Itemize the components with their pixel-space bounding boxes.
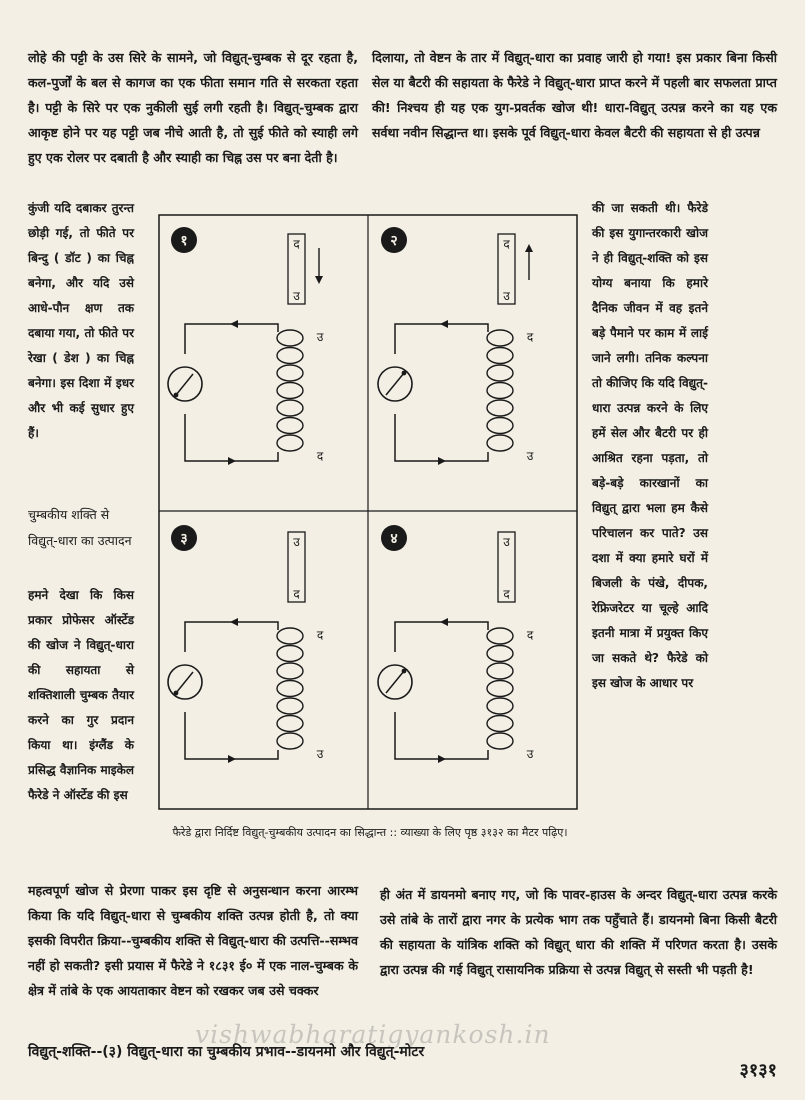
- magnet-pole-top: द: [503, 237, 510, 251]
- coil-loop: [277, 348, 303, 364]
- coil-loop: [277, 716, 303, 732]
- diagram-panel: [378, 525, 534, 763]
- motion-arrowhead: [525, 244, 533, 252]
- coil-end-bottom-label: उ: [526, 747, 534, 761]
- motion-arrowhead: [315, 276, 323, 284]
- coil-loop: [487, 663, 513, 679]
- coil-end-top-label: द: [526, 628, 534, 642]
- galvanometer-needle-tip: [174, 393, 179, 398]
- magnet-pole-bottom: द: [503, 587, 510, 601]
- coil-loop: [277, 418, 303, 434]
- coil-loop: [277, 663, 303, 679]
- circuit-wire-bottom: [395, 712, 488, 759]
- coil-loop: [487, 681, 513, 697]
- coil-loop: [487, 365, 513, 381]
- magnet-pole-bottom: द: [293, 587, 300, 601]
- magnet-pole-top: उ: [293, 535, 300, 549]
- page-footer: विद्युत्-शक्ति--(३) विद्युत्-धारा का चुम्बकीय प्रभाव--डायनमो और विद्युत्-मोटर: [28, 1044, 425, 1060]
- current-arrow-top: [230, 320, 238, 328]
- circuit-wire-top: [185, 324, 278, 354]
- page-number: ३१३१: [739, 1060, 777, 1081]
- column2-bottom-paragraph: ही अंत में डायनमो बनाए गए, जो कि पावर-हाउस के अन्दर विद्युत्-धारा उत्पन्न करके उसे तांबे के तारों द्वारा नगर के प्रत्येक भाग तक पहुँचाते हैं। डायनमो बिना किसी बैटरी की सहायता के यांत्रिक शक्ति को विद्युत् धारा की शक्ति में परिणत करता है। उसके द्वारा उत्पन्न की गई विद्युत् रासायनिक प्रक्रिया से उत्पन्न विद्युत् से सस्ती भी पड़ती है!: [380, 887, 777, 977]
- coil-loop: [277, 628, 303, 644]
- column1-narrow-paragraph: कुंजी यदि दबाकर तुरन्त छोड़ी गई, तो फीते पर बिन्दु ( डॉट ) का चिह्न बनेगा, और यदि उसे आधे-पौन क्षण तक दबाया गया, तो फीते पर रेखा ( डेश ) का चिह्न बनेगा। इस दिशा में इधर और भी कई सुधार हुए हैं।: [28, 201, 134, 440]
- coil-loop: [487, 733, 513, 749]
- circuit-wire-top: [395, 324, 488, 354]
- coil-loop: [277, 400, 303, 416]
- galvanometer-needle-tip: [402, 669, 407, 674]
- coil-loop: [277, 681, 303, 697]
- coil-loop: [487, 716, 513, 732]
- coil-end-bottom-label: द: [316, 449, 324, 463]
- current-arrow-bottom: [438, 755, 446, 763]
- column1-top-paragraph: लोहे की पट्टी के उस सिरे के सामने, जो विद्युत्-चुम्बक से दूर रहता है, कल-पुर्जों के बल से कागज का एक फीता समान गति से सरकता रहता है। पट्टी के सिरे पर एक नुकीली सुई लगी रहती है। विद्युत्-चुम्बक द्वारा आकृष्ट होने पर यह पट्टी जब नीचे आती है, तो सुई फीते को स्याही लगे हुए एक रोलर पर दबाती है और स्याही का चिह्न उस पर बना देती है।: [28, 50, 358, 165]
- coil-end-top-label: उ: [316, 330, 324, 344]
- panel-number: ३: [180, 531, 188, 547]
- coil-loop: [277, 365, 303, 381]
- coil-loop: [487, 646, 513, 662]
- magnet-pole-bottom: उ: [293, 289, 300, 303]
- coil-end-bottom-label: उ: [526, 449, 534, 463]
- galvanometer-needle-tip: [402, 371, 407, 376]
- column2-top-paragraph: दिलाया, तो वेष्टन के तार में विद्युत्-धारा का प्रवाह जारी हो गया! इस प्रकार बिना किसी सेल या बैटरी की सहायता के फैरेडे ने विद्युत्-धारा प्राप्त करने में पहली बार सफलता प्राप्त की! निश्चय ही यह एक युग-प्रवर्तक खोज थी! धारा-विद्युत् उत्पन्न करने का यह एक सर्वथा नवीन सिद्धान्त था। इसके पूर्व विद्युत्-धारा केवल बैटरी की सहायता से ही उत्पन्न: [372, 50, 777, 140]
- current-arrow-top: [440, 320, 448, 328]
- coil-loop: [277, 383, 303, 399]
- column2-narrow-paragraph: की जा सकती थी। फैरेडे की इस युगान्तरकारी खोज ने ही विद्युत्-शक्ति को इस योग्य बनाया कि हमारे दैनिक जीवन में वह इतने बड़े पैमाने पर काम में लाई जाने लगी। तनिक कल्पना तो कीजिए कि यदि विद्युत्-धारा उत्पन्न करने के लिए हमें सेल और बैटरी पर ही आश्रित रहना पड़ता, तो बड़े-बड़े कारखानों का विद्युत् द्वारा भला हम कैसे परिचालन कर पाते? उस दशा में क्या हमारे घरों में बिजली के पंखे, दीपक, रेफ्रिजरेटर या चूल्हे आदि इतनी मात्रा में प्रयुक्त किए जा सकते थे? फैरेडे को इस खोज के आधार पर: [592, 201, 708, 690]
- coil-end-top-label: द: [526, 330, 534, 344]
- diagram-panel: [168, 227, 324, 465]
- current-arrow-bottom: [228, 755, 236, 763]
- coil-loop: [487, 698, 513, 714]
- panel-number: १: [180, 233, 188, 249]
- coil-loop: [277, 698, 303, 714]
- column1-section-paragraph: हमने देखा कि किस प्रकार प्रोफेसर ऑर्स्टेड की खोज ने विद्युत्-धारा की सहायता से शक्तिशाली चुम्बक तैयार करने का गुर प्रदान किया था। इंग्लैंड के प्रसिद्ध वैज्ञानिक माइकेल फैरेडे ने ऑर्स्टेड की इस: [28, 588, 134, 802]
- current-arrow-top: [230, 618, 238, 626]
- magnet-pole-top: द: [293, 237, 300, 251]
- coil-loop: [487, 400, 513, 416]
- circuit-wire-bottom: [395, 414, 488, 461]
- circuit-wire-top: [395, 622, 488, 652]
- magnet-pole-top: उ: [503, 535, 510, 549]
- panel-number: २: [390, 233, 398, 249]
- watermark: vishwabharatigyankosh.in: [195, 1020, 551, 1049]
- panel-number: ४: [390, 531, 398, 547]
- diagram-panel: [168, 525, 324, 763]
- circuit-wire-bottom: [185, 414, 278, 461]
- current-arrow-top: [440, 618, 448, 626]
- diagram-panel: [378, 227, 534, 465]
- faraday-induction-figure: [158, 214, 578, 810]
- coil-loop: [277, 435, 303, 451]
- coil-loop: [487, 383, 513, 399]
- circuit-wire-top: [185, 622, 278, 652]
- coil-end-top-label: द: [316, 628, 324, 642]
- magnet-pole-bottom: उ: [503, 289, 510, 303]
- coil-loop: [487, 418, 513, 434]
- section-heading: चुम्बकीय शक्ति से विद्युत्-धारा का उत्पादन: [28, 507, 132, 548]
- coil-loop: [487, 628, 513, 644]
- coil-loop: [487, 435, 513, 451]
- column1-bottom-paragraph: महत्वपूर्ण खोज से प्रेरणा पाकर इस दृष्टि से अनुसन्धान करना आरम्भ किया कि यदि विद्युत्-धारा से चुम्बकीय शक्ति उत्पन्न होती है, तो क्या इसकी विपरीत क्रिया--चुम्बकीय शक्ति से विद्युत्-धारा की उत्पत्ति--सम्भव नहीं हो सकती? इसी प्रयास में फैरेडे ने १८३१ ई० में एक नाल-चुम्बक के क्षेत्र में तांबे के एक आयताकार वेष्टन को रखकर जब उसे चक्कर: [28, 883, 358, 998]
- coil-loop: [487, 330, 513, 346]
- coil-loop: [277, 330, 303, 346]
- coil-end-bottom-label: उ: [316, 747, 324, 761]
- coil-loop: [277, 733, 303, 749]
- current-arrow-bottom: [438, 457, 446, 465]
- coil-loop: [277, 646, 303, 662]
- current-arrow-bottom: [228, 457, 236, 465]
- circuit-wire-bottom: [185, 712, 278, 759]
- coil-loop: [487, 348, 513, 364]
- galvanometer-needle-tip: [174, 691, 179, 696]
- figure-caption: फैरेडे द्वारा निर्दिष्ट विद्युत्-चुम्बकीय उत्पादन का सिद्धान्त :: व्याख्या के लिए पृष्ठ ३१३२ का मैटर पढ़िए।: [172, 826, 568, 839]
